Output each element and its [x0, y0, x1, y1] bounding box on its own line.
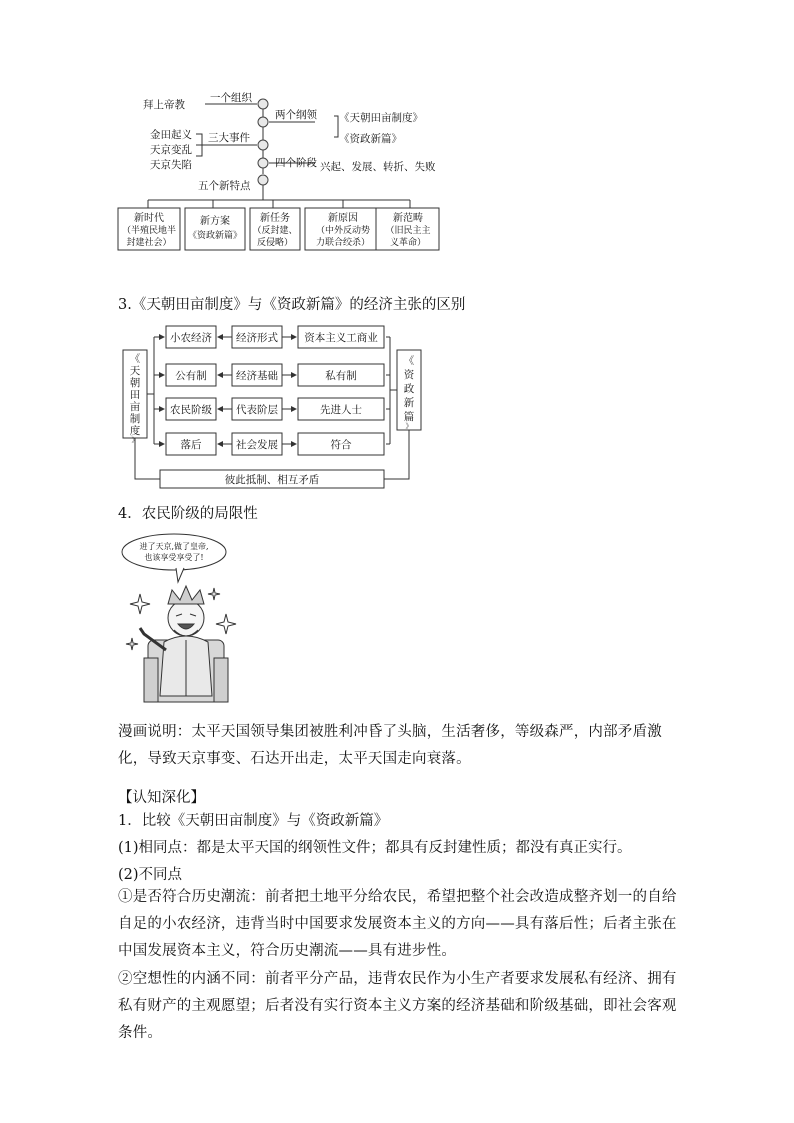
row-left: 小农经济: [170, 332, 212, 344]
row-right: 私有制: [325, 370, 357, 382]
box-sub: 义革命）: [389, 238, 427, 248]
taiping-overview-diagram: [110, 90, 450, 260]
left-doc-char: 度: [129, 425, 141, 437]
left-doc-char: 》: [131, 436, 139, 444]
section-3-title: 3.《天朝田亩制度》与《资政新篇》的经济主张的区别: [118, 297, 466, 313]
cartoon-caption: 漫画说明：太平天国领导集团被胜利冲昏了头脑，生活奢侈，等级森严，内部矛盾激化，导致天京事变、石达开出走，太平天国走向衰落。: [118, 724, 662, 767]
box-sub: 反侵略）: [256, 238, 294, 248]
spine-label: 五个新特点: [198, 180, 251, 192]
bubble-line: 也该享受享受了!: [144, 553, 204, 562]
box-sub: （反封建、: [252, 226, 298, 236]
branch-label: 四个阶段: [275, 157, 317, 169]
node-circle: [258, 158, 268, 168]
row-mid: 代表阶层: [236, 404, 278, 416]
row-mid: 经济基础: [236, 370, 278, 382]
node-circle: [258, 175, 268, 185]
row-right: 符合: [330, 439, 352, 451]
row-right: 先进人士: [320, 404, 362, 416]
right-doc-char: 政: [403, 383, 415, 395]
left-doc-char: 朝: [129, 377, 141, 389]
row-left: 落后: [180, 439, 202, 451]
section-4-title: 4．农民阶级的局限性: [118, 506, 258, 522]
box-sub: 力联合绞杀）: [315, 238, 371, 248]
box-sub: 《资政新篇》: [187, 231, 243, 241]
box-title: 新任务: [260, 213, 290, 224]
node-circle: [258, 99, 268, 109]
row-left: 公有制: [175, 370, 207, 382]
economic-comparison-diagram: [120, 320, 430, 492]
bottom-label: 彼此抵制、相互矛盾: [224, 474, 320, 486]
spine-label: 一个组织: [210, 92, 252, 104]
spine-label: 三大事件: [208, 132, 250, 144]
diff-heading: (2)不同点: [118, 867, 183, 883]
left-doc-char: 亩: [129, 401, 141, 413]
comparison-heading: 1．比较《天朝田亩制度》与《资政新篇》: [118, 813, 389, 829]
right-doc-char: 篇: [403, 411, 415, 423]
right-doc-char: 《: [403, 355, 415, 367]
left-item: 天京失陷: [150, 159, 192, 171]
emperor-cartoon: [118, 530, 248, 708]
left-doc-char: 田: [129, 389, 141, 401]
box-sub: （旧民主主: [385, 226, 431, 236]
box-title: 新原因: [328, 213, 358, 224]
box-sub: （中外反动势: [315, 226, 371, 236]
left-doc-char: 《: [129, 353, 141, 365]
row-right: 资本主义工商业: [304, 332, 378, 344]
left-doc-char: 制: [129, 413, 141, 425]
bubble-line: 进了天京,做了皇帝,: [139, 542, 209, 551]
right-doc-char: 新: [403, 397, 415, 409]
box-title: 新范畴: [393, 213, 423, 224]
box-sub: 封建社会）: [126, 238, 172, 248]
right-doc-char: 》: [405, 422, 413, 430]
branch-label: 两个纲领: [275, 109, 317, 121]
deepen-heading: 【认知深化】: [118, 790, 205, 806]
box-title: 新时代: [134, 213, 164, 224]
right-doc-char: 资: [403, 369, 415, 381]
stages-text: 兴起、发展、转折、失败: [320, 161, 436, 173]
box-title: 新方案: [200, 216, 230, 227]
diff-point-1: ①是否符合历史潮流：前者把土地平分给农民，希望把整个社会改造成整齐划一的自给自足的小农经济，违背当时中国要求发展资本主义的方向——具有落后性；后者主张在中国发展资本主义，符合历史潮流——具有进步性。: [118, 889, 677, 959]
left-item: 拜上帝教: [143, 99, 185, 111]
program-item: 《天朝田亩制度》: [339, 112, 423, 124]
box-sub: （半殖民地半: [121, 226, 177, 236]
node-circle: [258, 117, 268, 127]
left-item: 天京变乱: [150, 144, 192, 156]
row-left: 农民阶级: [170, 404, 212, 416]
row-mid: 社会发展: [236, 439, 278, 451]
left-doc-char: 天: [129, 365, 141, 377]
same-point: (1)相同点：都是太平天国的纲领性文件；都具有反封建性质；都没有真正实行。: [118, 840, 632, 856]
row-mid: 经济形式: [236, 332, 278, 344]
diff-point-2: ②空想性的内涵不同：前者平分产品，违背农民作为小生产者要求发展私有经济、拥有私有财产的主观愿望；后者没有实行资本主义方案的经济基础和阶级基础，即社会客观条件。: [118, 971, 677, 1041]
program-item: 《资政新篇》: [339, 133, 402, 145]
node-circle: [258, 140, 268, 150]
left-item: 金田起义: [150, 129, 192, 141]
